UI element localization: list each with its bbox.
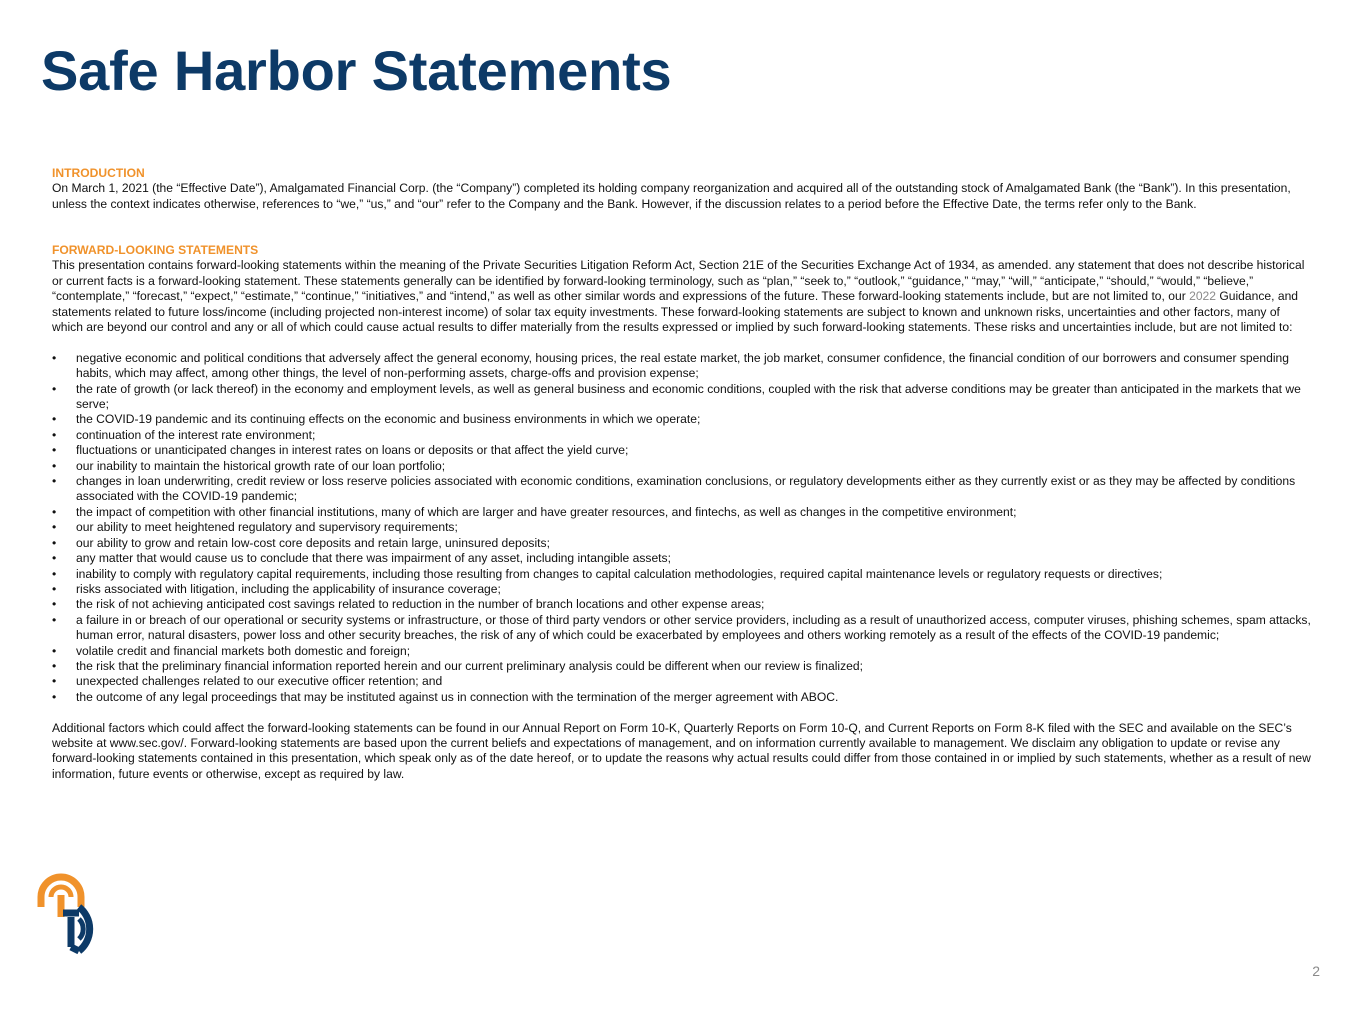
risk-factor-item	[52, 536, 1314, 551]
bullet-icon: •	[52, 381, 57, 396]
risk-factor-item	[52, 382, 1314, 413]
risk-factor-item	[52, 644, 1314, 659]
risk-factor-text: a failure in or breach of our operational or security systems or infrastructure, or those of third party vendors or other service providers, including as a result of unauthorized access, computer viruses, phishing schemes, spam attacks, human error, natural disasters, power loss and other security breaches, the risk of any of which could be exacerbated by employees and others working remotely as a result of the effects of the COVID-19 pandemic;	[76, 612, 1311, 643]
bullet-icon: •	[52, 412, 57, 427]
bullet-icon: •	[52, 458, 57, 473]
forward-looking-heading: FORWARD-LOOKING STATEMENTS	[52, 243, 259, 257]
risk-factor-text: volatile credit and financial markets both domestic and foreign;	[76, 643, 411, 658]
risk-factor-item	[52, 443, 1314, 458]
spacer	[52, 705, 1314, 720]
bullet-icon: •	[52, 643, 57, 658]
bullet-icon: •	[52, 551, 57, 566]
forward-looking-text-end: Guidance, and statements related to future loss/income (including projected non-interest income) of solar tax equity investments. These forward-looking statements are subject to known and unknown risks, uncertainties and other factors, many of which are beyond our control and any or all of which could cause actual results to differ materially from the results expressed or implied by such forward-looking statements. These risks and uncertainties include, but are not limited to:	[52, 289, 1299, 335]
risk-factor-text: the outcome of any legal proceedings that may be instituted against us in connection with the termination of the merger agreement with ABOC.	[76, 689, 839, 704]
risk-factor-text: the COVID-19 pandemic and its continuing effects on the economic and business environments in which we operate;	[76, 412, 701, 427]
risk-factor-item	[52, 459, 1314, 474]
risk-factor-text: fluctuations or unanticipated changes in interest rates on loans or deposits or that affect the yield curve;	[76, 443, 629, 458]
risk-factor-text: our ability to meet heightened regulatory and supervisory requirements;	[76, 520, 458, 535]
risk-factor-item	[52, 567, 1314, 582]
bullet-icon: •	[52, 504, 57, 519]
risk-factor-text: inability to comply with regulatory capital requirements, including those resulting from changes to capital calculation methodologies, required capital maintenance levels or regulatory requests or directives;	[76, 566, 1163, 581]
risk-factor-item	[52, 582, 1314, 597]
risk-factor-item	[52, 520, 1314, 535]
spacer	[52, 335, 1314, 350]
bullet-icon: •	[52, 689, 57, 704]
risk-factor-item	[52, 551, 1314, 566]
bullet-icon: •	[52, 520, 57, 535]
forward-looking-text-start: This presentation contains forward-looking statements within the meaning of the Private Securities Litigation Reform Act, Section 21E of the Securities Exchange Act of 1934, as amended. any statement that does not describe historical or current facts is a forward-looking statement. These statements generally can be identified by forward-looking terminology, such as “plan,” “seek to,” “outlook,” “guidance,” “may,” “will,” “anticipate,” “should,” “would,” “believe,” “contemplate,” “forecast,” “expect,” “estimate,” “continue,” “initiatives,” and “intend,” as well as other similar words and expressions of the future. These forward-looking statements include, but are not limited to, our	[52, 258, 1305, 304]
spacer	[52, 228, 1314, 243]
risk-factor-text: the risk that the preliminary financial information reported herein and our current preliminary analysis could be different when our review is finalized;	[76, 658, 863, 673]
risk-factor-text: negative economic and political conditions that adversely affect the general economy, housing prices, the real estate market, the job market, consumer confidence, the financial condition of our borrowers and consumer spending habits, which may affect, among other things, the level of non-performing assets, charge-offs and provision expense;	[76, 350, 1289, 381]
risk-factor-text: continuation of the interest rate environment;	[76, 427, 316, 442]
risk-factor-text: our inability to maintain the historical growth rate of our loan portfolio;	[76, 458, 446, 473]
bullet-icon: •	[52, 535, 57, 550]
introduction-text: On March 1, 2021 (the “Effective Date”), Amalgamated Financial Corp. (the “Company”) completed its holding company reorganization and acquired all of the outstanding stock of Amalgamated Bank (the “Bank”). In this presentation, unless the context indicates otherwise, references to “we,” “us,” and “our” refer to the Company and the Bank. However, if the discussion relates to a period before the Effective Date, the terms refer only to the Bank.	[52, 181, 1291, 211]
risk-factor-text: changes in loan underwriting, credit review or loss reserve policies associated with economic conditions, examination conclusions, or regulatory developments either as they currently exist or as they may be affected by conditions associated with the COVID-19 pandemic;	[76, 474, 1296, 504]
risk-factor-text: unexpected challenges related to our executive officer retention; and	[76, 674, 443, 689]
closing-paragraph: Additional factors which could affect the forward-looking statements can be found in our Annual Report on Form 10-K, Quarterly Reports on Form 10-Q, and Current Reports on Form 8-K filed with the SEC and available on the SEC’s website at www.sec.gov/. Forward-looking statements are based upon the current beliefs and expectations of management, and on information currently available to management. We disclaim any obligation to update or revise any forward-looking statements contained in this presentation, which speak only as of the date hereof, or to update the reasons why actual results could differ from those contained in or implied by such statements, whether as a result of new information, future events or otherwise, except as required by law.	[52, 720, 1311, 781]
risk-factor-text: the risk of not achieving anticipated cost savings related to reduction in the number of branch locations and other expense areas;	[76, 597, 765, 612]
bullet-icon: •	[52, 427, 57, 442]
forward-looking-text	[52, 258, 1314, 335]
bullet-icon: •	[52, 597, 57, 612]
risk-factor-text: any matter that would cause us to conclude that there was impairment of any asset, including intangible assets;	[76, 551, 671, 566]
risk-factor-item	[52, 597, 1314, 612]
risk-factor-item	[52, 474, 1314, 505]
risk-factor-item	[52, 428, 1314, 443]
risk-factor-item	[52, 505, 1314, 520]
risk-factor-item	[52, 412, 1314, 427]
introduction-heading: INTRODUCTION	[52, 166, 145, 180]
spacer	[52, 212, 1314, 227]
risk-factor-item	[52, 659, 1314, 674]
bullet-icon: •	[52, 674, 57, 689]
risk-factor-text: our ability to grow and retain low-cost core deposits and retain large, uninsured deposits;	[76, 535, 550, 550]
guidance-year: 2022	[1189, 289, 1216, 304]
bullet-icon: •	[52, 443, 57, 458]
risk-factor-text: the impact of competition with other financial institutions, many of which are larger and have greater resources, and fintechs, as well as changes in the competitive environment;	[76, 504, 1017, 519]
risk-factor-text: the rate of growth (or lack thereof) in the economy and employment levels, as well as general business and economic conditions, coupled with the risk that adverse conditions may be greater than anticipated in the markets that we serve;	[76, 381, 1301, 412]
safe-harbor-body	[52, 166, 1314, 782]
bullet-icon: •	[52, 658, 57, 673]
risk-factor-item	[52, 674, 1314, 689]
risk-factor-item	[52, 690, 1314, 705]
page-title: Safe Harbor Statements	[41, 39, 672, 102]
risk-factor-item	[52, 351, 1314, 382]
amalgamated-bank-logo-icon	[37, 873, 119, 955]
risk-factor-item	[52, 613, 1314, 644]
page-number: 2	[1312, 963, 1320, 979]
risk-factor-text: risks associated with litigation, including the applicability of insurance coverage;	[76, 581, 501, 596]
bullet-icon: •	[52, 566, 57, 581]
risk-factor-list	[52, 351, 1314, 705]
bullet-icon: •	[52, 581, 57, 596]
bullet-icon: •	[52, 350, 57, 365]
bullet-icon: •	[52, 474, 57, 489]
bullet-icon: •	[52, 612, 57, 627]
